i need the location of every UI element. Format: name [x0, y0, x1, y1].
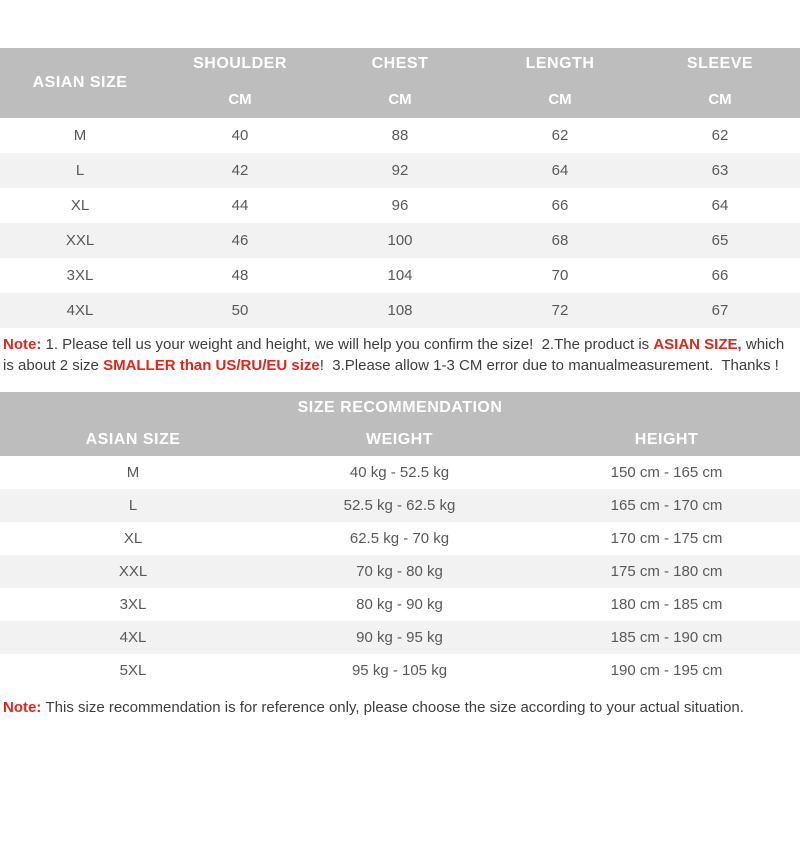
- col-header-weight: WEIGHT: [266, 424, 533, 456]
- value-cell: 62.5 kg - 70 kg: [349, 530, 450, 547]
- note-highlight: Note:: [3, 699, 46, 716]
- value-cell: 100: [320, 223, 480, 258]
- note-text: 1. Please tell us your weight and height, we will help you confirm the size! 2.The product is: [45, 336, 654, 353]
- size-label-cell: 4XL: [0, 621, 266, 654]
- value-cell: 50: [160, 293, 320, 328]
- value-cell: 70: [551, 267, 569, 284]
- size-table-header: [0, 48, 800, 118]
- table-row: [0, 258, 800, 293]
- size-chart-page: [0, 48, 800, 718]
- value-cell: 46: [160, 223, 320, 258]
- size-label-cell: XL: [70, 197, 90, 214]
- value-cell: 40 kg - 52.5 kg: [349, 464, 450, 481]
- table-row: [0, 223, 800, 258]
- unit-header-chest: CM: [320, 80, 480, 118]
- note-text: ! 3.Please allow 1-3 CM error due to manualmeasurement. Thanks !: [319, 357, 779, 374]
- recommendation-table-body: [0, 456, 800, 687]
- col-header-sleeve: SLEEVE: [640, 48, 800, 80]
- value-cell: 175 cm - 180 cm: [533, 555, 800, 588]
- table-row: [0, 654, 800, 687]
- size-label-cell: M: [73, 127, 87, 144]
- note-asian-size: [0, 334, 800, 376]
- value-cell: 66: [711, 267, 729, 284]
- table-row: [0, 118, 800, 153]
- table-row: [0, 153, 800, 188]
- value-cell: 62: [711, 127, 729, 144]
- value-cell: 62: [551, 127, 569, 144]
- size-table-header-labels: [0, 48, 800, 80]
- unit-header-shoulder: CM: [160, 80, 320, 118]
- value-cell: 66: [551, 197, 569, 214]
- note-text: which is about 2 size: [3, 336, 789, 374]
- table-row: [0, 522, 800, 555]
- size-label-cell: 5XL: [119, 662, 147, 679]
- unit-header-sleeve: CM: [640, 80, 800, 118]
- size-label-cell: 3XL: [66, 267, 94, 284]
- col-header-chest: CHEST: [320, 48, 480, 80]
- value-cell: 70 kg - 80 kg: [266, 555, 533, 588]
- value-cell: 88: [391, 127, 409, 144]
- note-highlight: SMALLER than US/RU/EU size: [103, 357, 320, 374]
- value-cell: 68: [480, 223, 640, 258]
- value-cell: 108: [320, 293, 480, 328]
- size-table: [0, 48, 800, 328]
- recommendation-title-row: [0, 392, 800, 424]
- size-label-cell: L: [0, 489, 266, 522]
- size-label-cell: XL: [123, 530, 143, 547]
- col-header-height: HEIGHT: [533, 424, 800, 456]
- note-highlight: Note:: [3, 336, 46, 353]
- value-cell: 185 cm - 190 cm: [533, 621, 800, 654]
- recommendation-title: SIZE RECOMMENDATION: [0, 392, 800, 424]
- value-cell: 64: [711, 197, 729, 214]
- table-row: [0, 188, 800, 223]
- size-label-cell: 3XL: [119, 596, 147, 613]
- note-text: This size recommendation is for reference only, please choose the size according to your actual situation.: [45, 699, 744, 716]
- value-cell: 72: [480, 293, 640, 328]
- value-cell: 67: [640, 293, 800, 328]
- recommendation-table: [0, 392, 800, 687]
- size-label-cell: XXL: [0, 223, 160, 258]
- value-cell: 96: [391, 197, 409, 214]
- unit-header-length: CM: [480, 80, 640, 118]
- value-cell: 63: [640, 153, 800, 188]
- table-row: [0, 621, 800, 654]
- table-row: [0, 588, 800, 621]
- table-row: [0, 555, 800, 588]
- col-header-asian-size: ASIAN SIZE: [0, 424, 266, 456]
- size-label-cell: M: [126, 464, 140, 481]
- value-cell: 80 kg - 90 kg: [356, 596, 443, 613]
- value-cell: 190 cm - 195 cm: [610, 662, 723, 679]
- value-cell: 95 kg - 105 kg: [351, 662, 448, 679]
- value-cell: 44: [231, 197, 249, 214]
- recommendation-header-labels: [0, 424, 800, 456]
- value-cell: 90 kg - 95 kg: [266, 621, 533, 654]
- note-reference: [0, 697, 800, 718]
- value-cell: 40: [231, 127, 249, 144]
- value-cell: 64: [480, 153, 640, 188]
- corner-header-asian-size: ASIAN SIZE: [0, 48, 160, 118]
- recommendation-table-header: [0, 392, 800, 456]
- col-header-shoulder: SHOULDER: [160, 48, 320, 80]
- value-cell: 65: [640, 223, 800, 258]
- note-highlight: ASIAN SIZE,: [653, 336, 742, 353]
- value-cell: 48: [231, 267, 249, 284]
- table-row: [0, 293, 800, 328]
- size-label-cell: XXL: [0, 555, 266, 588]
- table-row: [0, 456, 800, 489]
- value-cell: 92: [320, 153, 480, 188]
- size-label-cell: L: [0, 153, 160, 188]
- col-header-length: LENGTH: [480, 48, 640, 80]
- value-cell: 170 cm - 175 cm: [610, 530, 723, 547]
- value-cell: 165 cm - 170 cm: [533, 489, 800, 522]
- value-cell: 180 cm - 185 cm: [610, 596, 723, 613]
- size-table-body: [0, 118, 800, 328]
- table-row: [0, 489, 800, 522]
- value-cell: 52.5 kg - 62.5 kg: [266, 489, 533, 522]
- value-cell: 104: [387, 267, 413, 284]
- size-label-cell: 4XL: [0, 293, 160, 328]
- value-cell: 42: [160, 153, 320, 188]
- value-cell: 150 cm - 165 cm: [610, 464, 723, 481]
